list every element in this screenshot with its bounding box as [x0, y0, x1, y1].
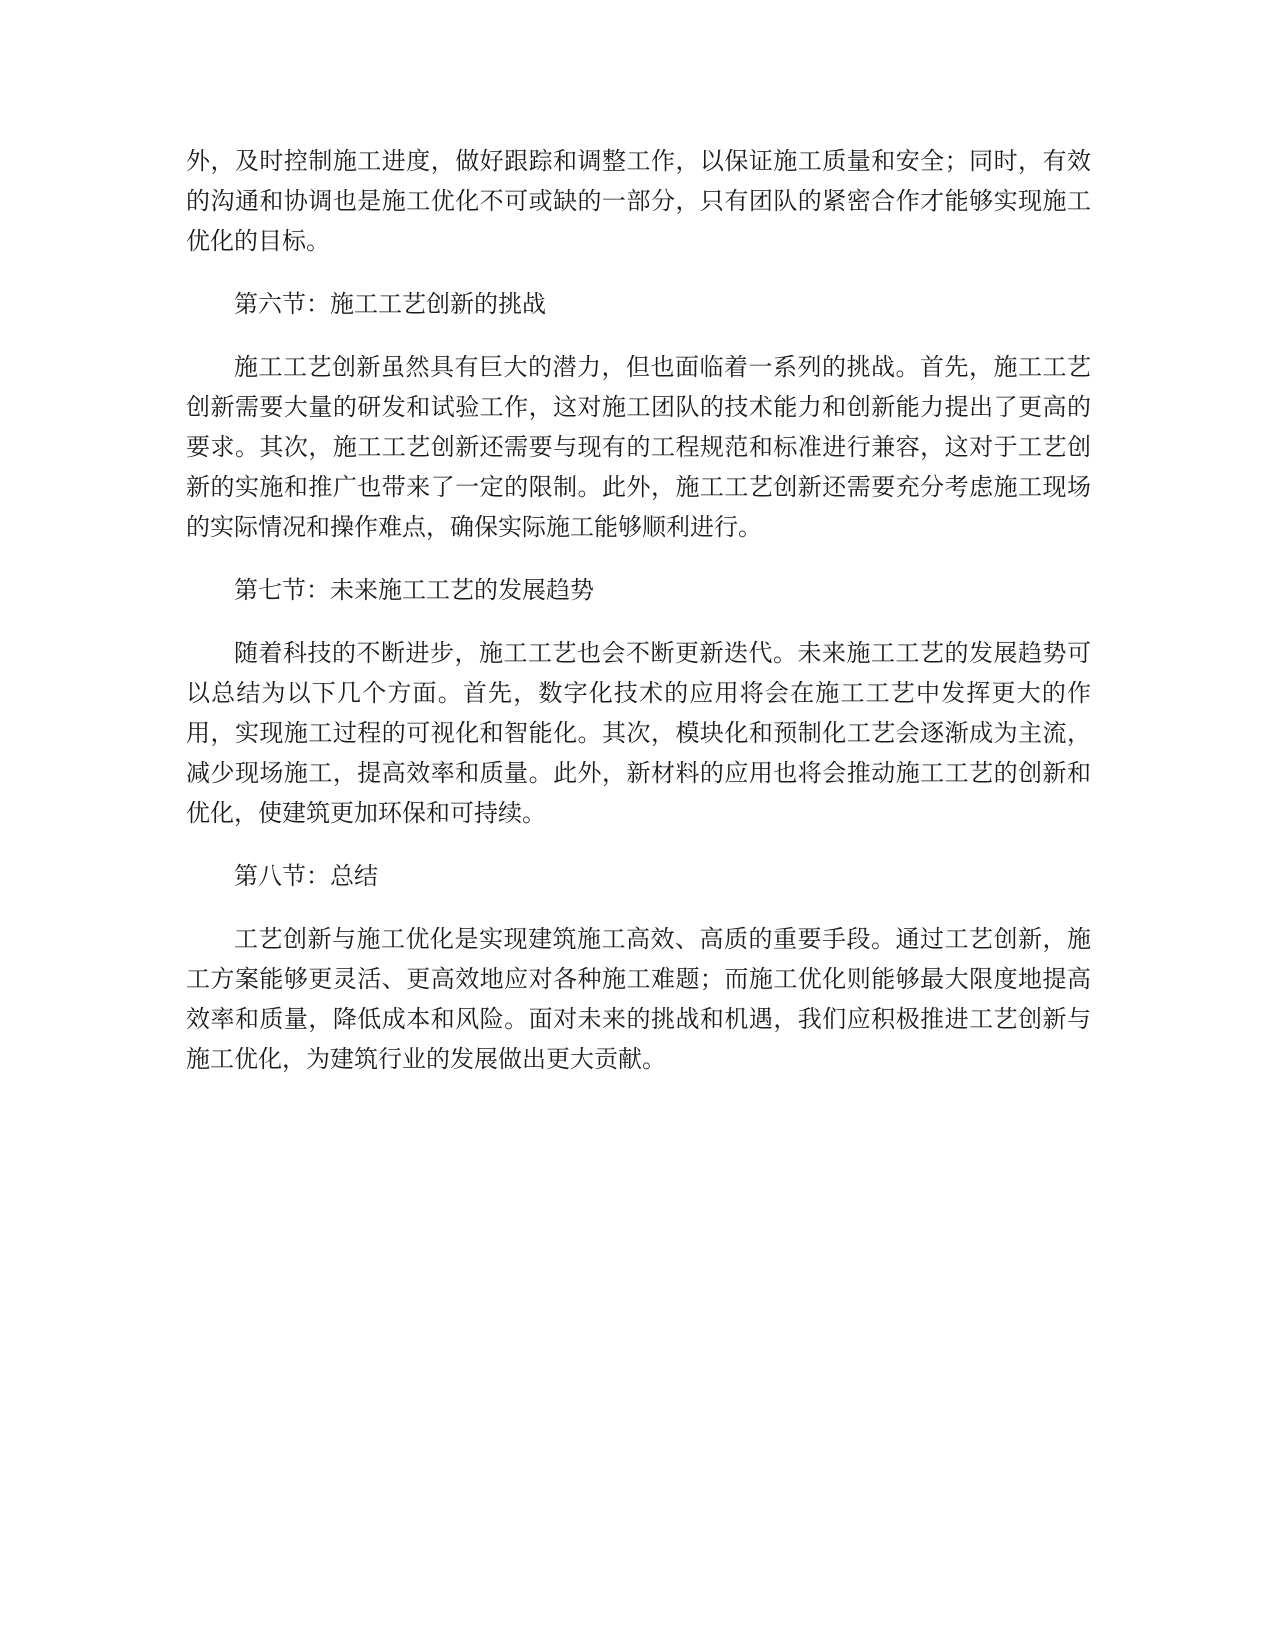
paragraph-continuation: 外，及时控制施工进度，做好跟踪和调整工作，以保证施工质量和安全；同时，有效的沟通和协调也是施工优化不可或缺的一部分，只有团队的紧密合作才能够实现施工优化的目标。 [186, 147, 1091, 255]
paragraph-section-8: 工艺创新与施工优化是实现建筑施工高效、高质的重要手段。通过工艺创新，施工方案能够更灵活、更高效地应对各种施工难题；而施工优化则能够最大限度地提高效率和质量，降低成本和风险。面对未来的挑战和机遇，我们应积极推进工艺创新与施工优化，为建筑行业的发展做出更大贡献。 [186, 925, 1091, 1073]
paragraph-section-7: 随着科技的不断进步，施工工艺也会不断更新迭代。未来施工工艺的发展趋势可以总结为以下几个方面。首先，数字化技术的应用将会在施工工艺中发挥更大的作用，实现施工过程的可视化和智能化。其次，模块化和预制化工艺会逐渐成为主流，减少现场施工，提高效率和质量。此外，新材料的应用也将会推动施工工艺的创新和优化，使建筑更加环保和可持续。 [186, 639, 1091, 827]
section-heading-8: 第八节：总结 [234, 862, 378, 890]
paragraph-section-6: 施工工艺创新虽然具有巨大的潜力，但也面临着一系列的挑战。首先，施工工艺创新需要大量的研发和试验工作，这对施工团队的技术能力和创新能力提出了更高的要求。其次，施工工艺创新还需要与现有的工程规范和标准进行兼容，这对于工艺创新的实施和推广也带来了一定的限制。此外，施工工艺创新还需要充分考虑施工现场的实际情况和操作难点，确保实际施工能够顺利进行。 [186, 353, 1091, 541]
document-body [186, 141, 1091, 1102]
section-heading-7: 第七节：未来施工工艺的发展趋势 [234, 576, 594, 604]
section-heading-6: 第六节：施工工艺创新的挑战 [234, 290, 546, 318]
